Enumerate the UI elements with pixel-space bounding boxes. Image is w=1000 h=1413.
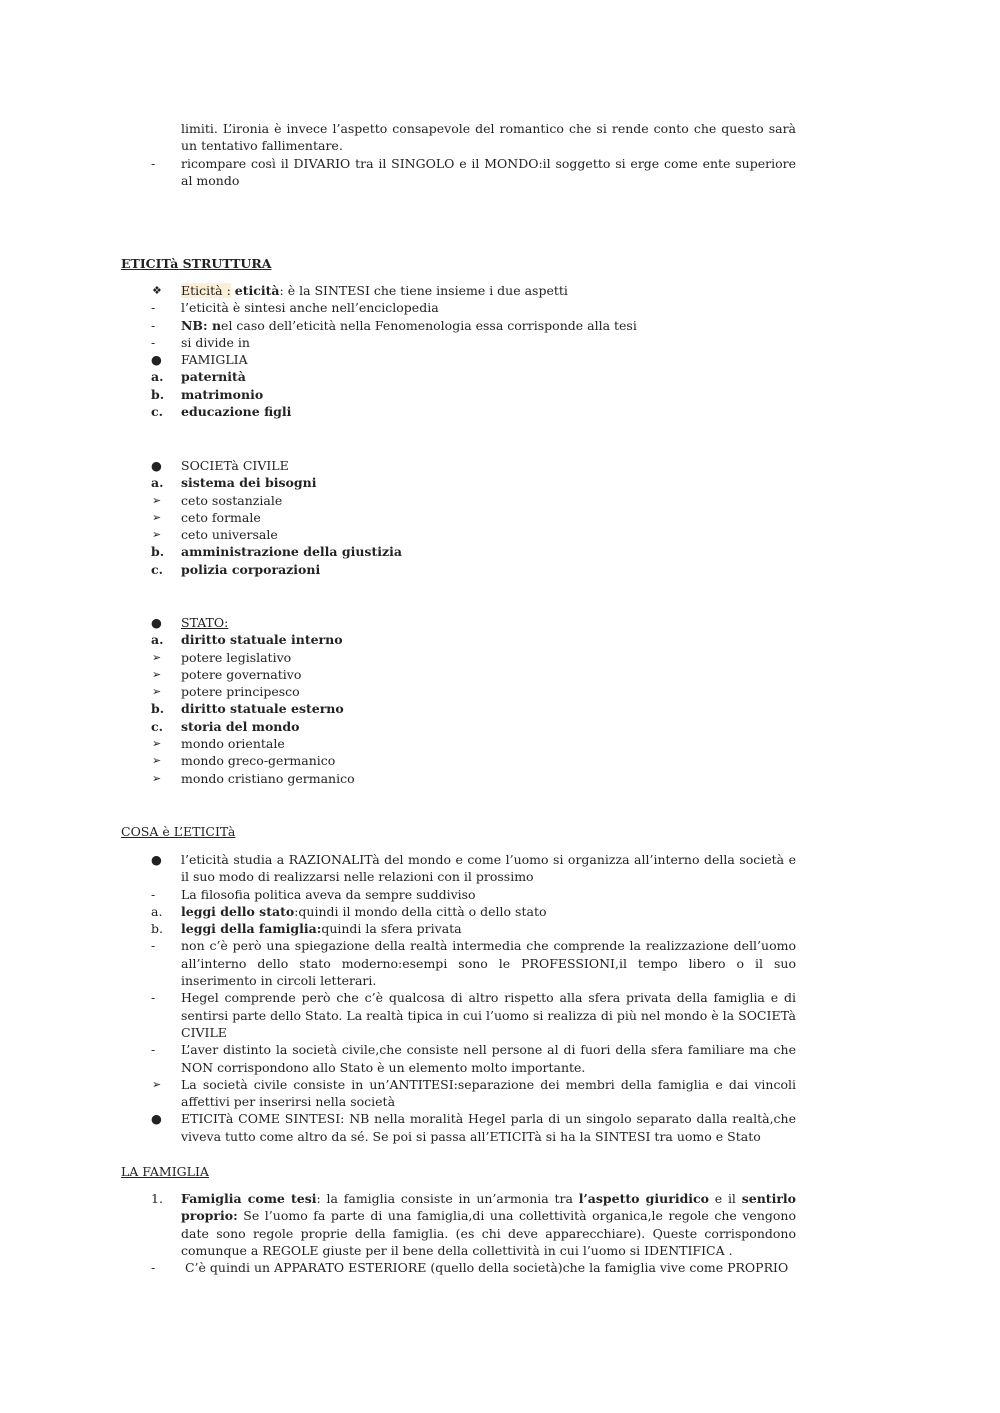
list-marker: - [151, 1042, 156, 1058]
list-item [0, 937, 796, 989]
list-item [0, 1076, 796, 1111]
diamond-bullet-icon: ❖ [152, 284, 162, 297]
list-item [0, 718, 796, 735]
list-item-text: storia del mondo [181, 718, 300, 734]
list-marker: - [151, 886, 156, 902]
arrow-bullet-icon: ➢ [152, 754, 162, 768]
bold-term: leggi dello stato [181, 903, 295, 919]
arrow-bullet-icon: ➢ [152, 685, 162, 699]
list-item [0, 649, 796, 666]
arrow-bullet-icon: ➢ [152, 528, 162, 542]
list-marker: c. [151, 561, 163, 577]
bold-term: leggi della famiglia: [181, 921, 322, 937]
arrow-bullet-icon: ➢ [152, 650, 162, 664]
list-item [0, 474, 796, 491]
list-marker: - [151, 155, 156, 171]
list-marker: a. [151, 632, 164, 648]
list-marker: a. [151, 369, 164, 385]
list-item-text: si divide in [181, 334, 250, 350]
list-item-text: ceto formale [181, 509, 261, 525]
list-marker: b. [151, 701, 165, 717]
list-item-text: SOCIETà CIVILE [181, 458, 289, 473]
nb-label: NB: n [181, 317, 222, 333]
arrow-bullet-icon: ➢ [152, 737, 162, 751]
section-heading-eticita-struttura: ETICITà STRUTTURA [121, 256, 272, 271]
list-item-text: l’eticità studia a RAZIONALITà del mondo e come l’uomo si organizza all’interno della società e il suo modo di realizzarsi nelle relazioni con il prossimo [181, 852, 796, 885]
list-item [0, 903, 796, 920]
list-marker: - [151, 300, 156, 316]
list-item-text: STATO: [181, 615, 229, 630]
list-marker: b. [151, 386, 165, 402]
list-item [0, 368, 796, 385]
list-item-text: paternità [181, 369, 246, 385]
list-marker: - [151, 990, 156, 1006]
list-item [0, 299, 796, 316]
list-item [0, 492, 796, 509]
section-heading-la-famiglia: LA FAMIGLIA [121, 1164, 209, 1179]
list-item-text: ETICITà COME SINTESI: NB nella moralità Hegel parla di un singolo separato dalla realtà,che viveva tutto come altro da sé. Se poi si passa all’ETICITà si ha la SINTESI tra uomo e Stato [181, 1111, 796, 1144]
list-item-text: mondo orientale [181, 736, 285, 752]
list-item [0, 752, 796, 769]
list-item-text: Hegel comprende però che c’è qualcosa di altro rispetto alla sfera privata della famiglia e di sentirsi parte dello Stato. La realtà tipica in cui l’uomo si realizza di più nel mondo è la SOCIETà CIVILE [181, 990, 796, 1040]
list-item-text: ceto universale [181, 527, 278, 543]
list-item-text: La società civile consiste in un’ANTITESI:separazione dei membri della famiglia e dai vincoli affettivi per inserirsi nella società [181, 1076, 796, 1110]
list-item-text: amministrazione della giustizia [181, 544, 402, 560]
list-item [0, 614, 796, 631]
list-marker: - [151, 317, 156, 333]
list-item-text: limiti. L’ironia è invece l’aspetto consapevole del romantico che si rende conto che questo sarà un tentativo fallimentare. [181, 121, 796, 154]
definition-text: : è la SINTESI che tiene insieme i due aspetti [279, 283, 568, 298]
list-item [0, 735, 796, 752]
list-item [0, 120, 796, 155]
arrow-bullet-icon: ➢ [152, 667, 162, 681]
list-marker: c. [151, 404, 163, 420]
stato-list [0, 614, 1000, 787]
nb-item [0, 317, 796, 334]
bullet-icon: ● [151, 615, 162, 630]
list-marker: c. [151, 718, 163, 734]
list-marker: a. [151, 475, 164, 491]
section-heading-cosa-e-eticita: COSA è L’ETICITà [121, 824, 236, 839]
list-item-text: :quindi il mondo della città o dello stato [294, 903, 547, 919]
highlighted-term: Eticità : [181, 283, 231, 298]
list-item [0, 561, 796, 578]
eticita-struttura-list [0, 282, 1000, 420]
list-item-text: diritto statuale interno [181, 632, 343, 648]
list-item-text: diritto statuale esterno [181, 701, 344, 717]
societa-civile-list [0, 457, 1000, 578]
numbered-item: 1. Famiglia come tesi: la famiglia consiste in un’armonia tra l’aspetto giuridico e il sentirlo proprio: Se l’uomo fa parte di una famiglia,di una collettività organica,le regole che vengono date sono regole proprie della famiglia. (es chi deve apparecchiare). Queste corrispondono comunque a REGOLE giuste per il bene della collettività in cui l’uomo si IDENTIFICA . [151, 1191, 796, 1258]
list-marker: b. [151, 544, 165, 560]
list-marker: 1. [151, 1191, 163, 1206]
list-item-text: potere principesco [181, 684, 300, 700]
list-item-text: potere governativo [181, 666, 302, 682]
list-item-text: non c’è però una spiegazione della realtà intermedia che comprende la realizzazione dell’uomo all’interno dello stato moderno:esempi sono le PROFESSIONI,il tempo libero o il suo inserimento in circoli letterari. [181, 938, 796, 989]
arrow-bullet-icon: ➢ [152, 771, 162, 785]
list-item [0, 1110, 796, 1145]
list-marker: - [151, 938, 156, 954]
list-item-text: quindi la sfera privata [321, 921, 462, 937]
list-item-text: FAMIGLIA [181, 352, 248, 368]
cosa-e-eticita-list [0, 851, 1000, 1145]
list-item [0, 351, 796, 368]
list-item-text: La filosofia politica aveva da sempre suddiviso [181, 886, 476, 902]
bullet-icon: ● [151, 352, 162, 368]
list-item-text: L’aver distinto la società civile,che consiste nell persone al di fuori della sfera familiare ma che NON corrispondono allo Stato è un elemento molto importante. [181, 1042, 796, 1075]
list-item [0, 386, 796, 403]
list-item [0, 886, 796, 903]
list-marker: - [151, 334, 156, 350]
list-item [0, 851, 796, 886]
list-item [0, 543, 796, 560]
list-item [0, 989, 796, 1041]
list-item [0, 666, 796, 683]
list-item-text: sistema dei bisogni [181, 475, 317, 491]
list-marker: b. [151, 921, 163, 937]
list-item-text: potere legislativo [181, 649, 292, 665]
arrow-bullet-icon: ➢ [152, 510, 162, 524]
list-item-text: mondo greco-germanico [181, 753, 336, 769]
list-item-text: mondo cristiano germanico [181, 770, 355, 786]
list-item [0, 683, 796, 700]
list-item-text: polizia corporazioni [181, 561, 321, 577]
list-item [0, 457, 796, 474]
la-famiglia-list [0, 1190, 1000, 1276]
list-item [0, 631, 796, 648]
list-item [0, 403, 796, 420]
list-item [0, 509, 796, 526]
list-item-text: ricompare così il DIVARIO tra il SINGOLO e il MONDO:il soggetto si erge come ente superiore al mondo [181, 155, 796, 188]
arrow-bullet-icon: ➢ [152, 493, 162, 507]
nb-text: el caso dell’eticità nella Fenomenologia essa corrisponde alla tesi [221, 317, 637, 333]
list-item [0, 334, 796, 351]
list-marker: a. [151, 903, 163, 919]
list-item [0, 1259, 796, 1276]
list-item [0, 770, 796, 787]
list-item-text: educazione figli [181, 404, 292, 420]
list-item [0, 155, 796, 190]
arrow-bullet-icon: ➢ [152, 1077, 162, 1091]
list-item-text: matrimonio [181, 386, 264, 402]
list-item-text: ceto sostanziale [181, 492, 283, 508]
list-item [0, 700, 796, 717]
definition-item [0, 282, 796, 299]
bold-term: eticità [234, 283, 280, 298]
list-item-text: C’è quindi un APPARATO ESTERIORE (quello della società)che la famiglia vive come PROPRIO [181, 1260, 789, 1276]
bullet-icon: ● [151, 852, 162, 867]
list-item [0, 920, 796, 937]
list-marker: - [151, 1260, 156, 1276]
list-item [0, 1041, 796, 1076]
list-item [0, 526, 796, 543]
intro-list [0, 120, 1000, 189]
bullet-icon: ● [151, 458, 162, 473]
list-item-text: l’eticità è sintesi anche nell’enciclopedia [181, 300, 439, 316]
bullet-icon: ● [151, 1111, 162, 1127]
